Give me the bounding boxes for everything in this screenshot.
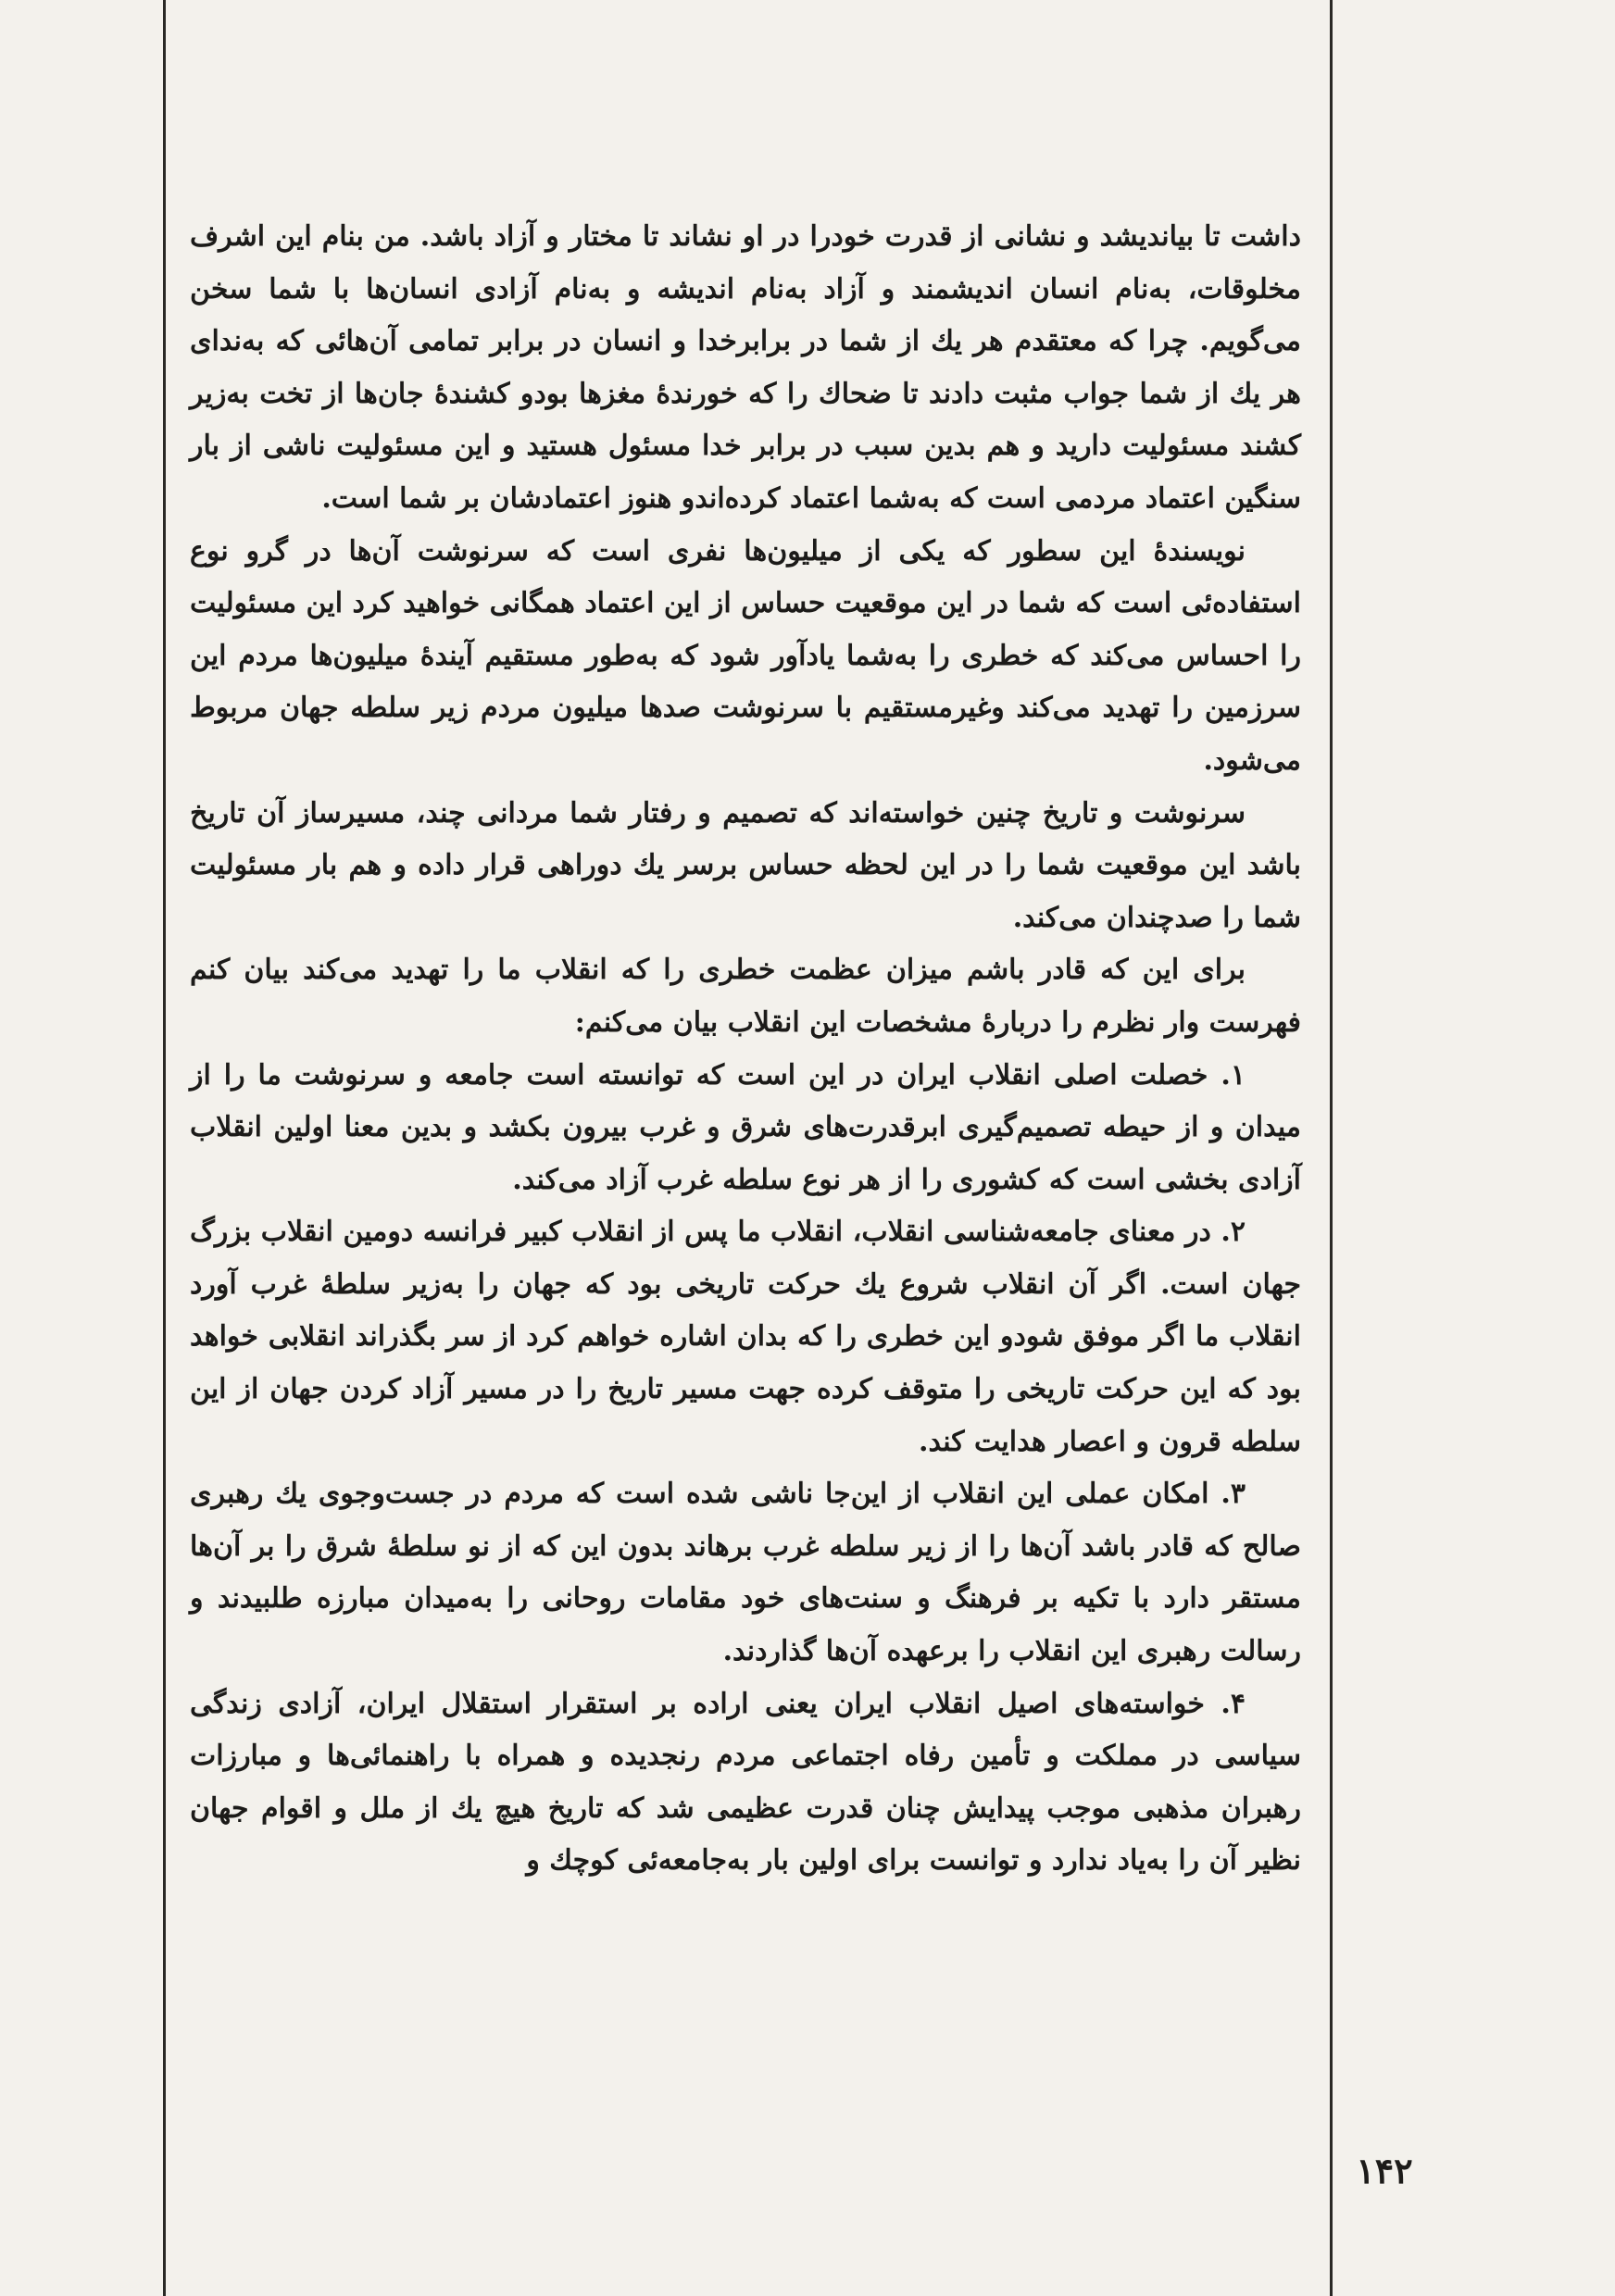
paragraph-2: نویسندهٔ این سطور که یکی از میلیون‌ها نفری است که سرنوشت آن‌ها در گرو نوع استفاده‌ئی است که شما در این موقعیت حساس از این اعتماد همگانی خواهید کرد این مسئولیت را احساس می‌کند که خطری را به‌شما یادآور شود که به‌طور مستقیم آیندهٔ میلیون‌ها مردم این سرزمین را تهدید می‌کند وغیرمستقیم با سرنوشت صدها میلیون مردم زیر سلطه جهان مربوط می‌شود. xyxy=(190,534,1301,777)
body-text xyxy=(190,211,1301,1888)
paragraph-4: برای این که قادر باشم میزان عظمت خطری را که انقلاب ما را تهدید می‌کند بیان کنم فهرست وار نظرم را دربارهٔ مشخصات این انقلاب بیان می‌کنم: xyxy=(190,954,1301,1039)
paragraph-1: داشت تا بیاندیشد و نشانی از قدرت خودرا در او نشاند تا مختار و آزاد باشد. من بنام این اشرف مخلوقات، به‌نام انسان اندیشمند و آزاد به‌نام اندیشه و به‌نام آزادی انسان‌ها با شما سخن می‌گویم. چرا که معتقدم هر یك از شما در برابرخدا و انسان در برابر تمامی آن‌هائی که به‌ندای هر یك از شما جواب مثبت دادند تا ضحاك را که خورندهٔ مغزها بودو کشندهٔ جان‌ها از تخت به‌زیر کشند مسئولیت دارید و هم بدین سبب در برابر خدا مسئول هستید و این مسئولیت ناشی از بار سنگین اعتماد مردمی است که به‌شما اعتماد کرده‌اندو هنوز اعتمادشان بر شما است. xyxy=(190,220,1301,515)
paragraph-5: ۱. خصلت اصلی انقلاب ایران در این است که توانسته است جامعه و سرنوشت ما را از میدان و از حیطه تصمیم‌گیری ابرقدرت‌های شرق و غرب بیرون بکشد و بدین معنا اولین انقلاب آزادی بخشی است که کشوری را از هر نوع سلطه غرب آزاد می‌کند. xyxy=(190,1058,1301,1196)
paragraph-8: ۴. خواسته‌های اصیل انقلاب ایران یعنی اراده بر استقرار استقلال ایران، آزادی زندگی سیاسی در مملکت و تأمین رفاه اجتماعی مردم رنجدیده و همراه با راهنمائی‌ها و مبارزات رهبران مذهبی موجب پیدایش چنان قدرت عظیمی شد که تاریخ هیچ یك از ملل و اقوام جهان نظیر آن را به‌یاد ندارد و توانست برای اولین بار به‌جامعه‌ئی کوچك و xyxy=(190,1687,1301,1878)
paragraph-3: سرنوشت و تاریخ چنین خواسته‌اند که تصمیم و رفتار شما مردانی چند، مسیرساز آن تاریخ باشد این موقعیت شما را در این لحظه حساس برسر یك دوراهی قرار داده و هم بار مسئولیت شما را صدچندان می‌کند. xyxy=(190,796,1301,934)
paragraph-6: ۲. در معنای جامعه‌شناسی انقلاب، انقلاب ما پس از انقلاب کبیر فرانسه دومین انقلاب بزرگ جهان است. اگر آن انقلاب شروع یك حرکت تاریخی بود که جهان را به‌زیر سلطهٔ غرب آورد انقلاب ما اگر موفق شودو این خطری را که بدان اشاره خواهم کرد از سر بگذراند انقلابی خواهد بود که این حرکت تاریخی را متوقف کرده جهت مسیر تاریخ را در مسیر آزاد کردن جهان از این سلطه قرون و اعصار هدایت کند. xyxy=(190,1216,1301,1458)
page-border-left xyxy=(163,0,166,2296)
page-number: ۱۴۲ xyxy=(1356,2150,1413,2191)
page-border-right xyxy=(1330,0,1333,2296)
paragraph-7: ۳. امکان عملی این انقلاب از این‌جا ناشی شده است که مردم در جست‌وجوی یك رهبری صالح که قادر باشد آن‌ها را از زیر سلطه غرب برهاند بدون این که از نو سلطهٔ شرق را بر آن‌ها مستقر دارد با تکیه بر فرهنگ و سنت‌های خود مقامات روحانی را به‌میدان مبارزه طلبیدند و رسالت رهبری این انقلاب را برعهده آن‌ها گذاردند. xyxy=(190,1478,1301,1668)
